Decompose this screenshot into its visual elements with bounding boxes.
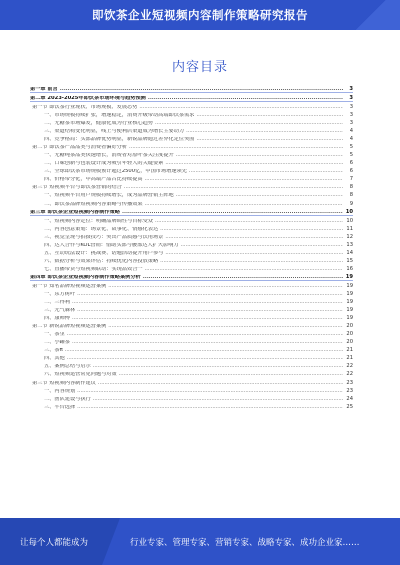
- toc-leader-dots: [67, 356, 343, 361]
- toc-leader-dots: [108, 284, 343, 289]
- toc-entry-title: 第二节 即饮茶产品品类与消费者偏好分析: [32, 145, 128, 151]
- toc-entry[interactable]: [30, 183, 353, 191]
- toc-entry-title: 四、其他: [44, 356, 65, 362]
- toc-entry[interactable]: [30, 150, 353, 158]
- toc-leader-dots: [165, 161, 343, 166]
- toc-entry[interactable]: [30, 337, 353, 345]
- toc-leader-dots: [108, 324, 343, 329]
- toc-entry[interactable]: [30, 321, 353, 329]
- toc-leader-dots: [176, 153, 343, 158]
- toc-entry-title: 四、康师傅: [44, 316, 70, 322]
- toc-entry[interactable]: [30, 84, 353, 93]
- toc-entry-title: 七、直播带货与短视频联动：实现品效合一: [44, 266, 143, 272]
- toc-entry-page: 21: [346, 355, 353, 362]
- toc-entry-page: 4: [349, 136, 353, 143]
- toc-entry-page: 3: [349, 94, 353, 101]
- toc-leader-dots: [72, 300, 343, 305]
- header-decoration: [350, 0, 400, 30]
- toc-entry-page: 8: [349, 192, 353, 199]
- toc-entry[interactable]: [30, 158, 353, 166]
- toc-leader-dots: [181, 243, 343, 248]
- toc-leader-dots: [93, 397, 343, 402]
- toc-leader-dots: [186, 129, 343, 134]
- toc-entry[interactable]: [30, 232, 353, 240]
- toc-entry[interactable]: [30, 370, 353, 378]
- report-header: [0, 0, 400, 30]
- toc-entry-page: 22: [346, 371, 353, 378]
- toc-entry[interactable]: [30, 297, 353, 305]
- toc-entry-title: 第一章 前言: [30, 86, 58, 92]
- toc-entry-page: 3: [349, 103, 353, 110]
- toc-entry-title: 二、口味创新与包装设计成为吸引年轻人的关键要素: [44, 161, 164, 167]
- toc-entry[interactable]: [30, 402, 353, 410]
- toc-entry-title: 三、渠道结构变化明显，线上与便利店渠道成为增长主要动力: [44, 129, 185, 135]
- toc-leader-dots: [122, 210, 343, 215]
- toc-leader-dots: [196, 113, 343, 118]
- toc-leader-dots: [145, 202, 343, 207]
- toc-leader-dots: [77, 405, 343, 410]
- toc-entry-title: 第三节 短视频平台与即饮茶营销的结合: [32, 185, 122, 191]
- toc-leader-dots: [176, 193, 343, 198]
- toc-entry-title: 第二章 2023-2025年即饮茶市场环境与趋势预测: [30, 95, 146, 101]
- toc-leader-dots: [77, 308, 343, 313]
- toc-entry-title: 四、达人合作与KOL营销：借助头部与腰部达人扩大影响力: [44, 242, 179, 248]
- toc-entry-page: 19: [346, 307, 353, 314]
- toc-entry-page: 4: [349, 128, 353, 135]
- toc-entry-page: 20: [346, 339, 353, 346]
- toc-leader-dots: [155, 219, 343, 224]
- toc-entry-page: 6: [349, 168, 353, 175]
- toc-entry[interactable]: [30, 199, 353, 207]
- toc-entry-title: 第三节 短视频内容制作建议: [32, 380, 96, 386]
- toc-leader-dots: [77, 292, 343, 297]
- toc-entry[interactable]: [30, 264, 353, 272]
- toc-entry[interactable]: [30, 191, 353, 199]
- toc-entry-title: 六、数据分析与效果评估：持续优化内容投放策略: [44, 258, 159, 264]
- toc-entry-title: 四、竞争格局：头部品牌优势明显，新锐品牌通过差异化定位突围: [44, 137, 195, 143]
- toc-entry[interactable]: [30, 175, 353, 183]
- toc-entry-title: 三、平台选择: [44, 404, 76, 410]
- toc-leader-dots: [60, 87, 343, 92]
- toc-entry-title: 二、内容创意策划：场景化、故事化、情感化表达: [44, 226, 159, 232]
- toc-entry-title: 四、价格带分化，中高端产品占比持续提高: [44, 177, 143, 183]
- toc-entry-page: 14: [346, 249, 353, 256]
- toc-entry-title: 第一节 即饮茶行业现状、市场规模、发展态势: [32, 104, 138, 110]
- toc-entry-title: 二、小罐茶: [44, 340, 70, 346]
- toc-entry-title: 一、茶里: [44, 332, 65, 338]
- toc-entry-title: 三、视觉呈现与拍摄技巧：突出产品质感与饮用场景: [44, 234, 164, 240]
- toc-entry[interactable]: [30, 93, 353, 102]
- toc-leader-dots: [72, 316, 343, 321]
- toc-entry-page: 19: [346, 315, 353, 322]
- toc-entry[interactable]: [30, 134, 353, 142]
- toc-entry[interactable]: [30, 224, 353, 232]
- toc-leader-dots: [145, 177, 343, 182]
- toc-entry-title: 三、全球即饮茶市场规模预计超过2500亿，中国市场增速领先: [44, 169, 187, 175]
- toc-entry[interactable]: [30, 126, 353, 134]
- toc-entry-page: 22: [346, 363, 353, 370]
- toc-leader-dots: [155, 121, 343, 126]
- toc-entry-page: 10: [346, 217, 353, 224]
- toc-entry[interactable]: [30, 118, 353, 126]
- toc-entry-title: 一、短视频平台用户规模持续增长，成为品牌营销主阵地: [44, 193, 174, 199]
- toc-entry-page: 24: [346, 395, 353, 402]
- toc-entry-page: 7: [349, 176, 353, 183]
- toc-leader-dots: [145, 267, 343, 272]
- toc-entry-page: 20: [346, 331, 353, 338]
- toc-entry-page: 15: [346, 257, 353, 264]
- toc-leader-dots: [67, 332, 343, 337]
- toc-entry-page: 19: [346, 291, 353, 298]
- toc-entry-page: 19: [345, 273, 353, 280]
- toc-entry-page: 25: [346, 403, 353, 410]
- toc-entry-page: 3: [349, 120, 353, 127]
- toc-entry-title: 三、元气森林: [44, 308, 76, 314]
- toc-entry[interactable]: [30, 142, 353, 150]
- toc-entry-title: 一、短视频内容定位：明确品牌调性与目标受众: [44, 218, 153, 224]
- table-of-contents: [30, 84, 353, 410]
- footer-tagline: 行业专家、管理专家、营销专家、战略专家、成功企业家……: [130, 538, 360, 548]
- toc-entry[interactable]: [30, 313, 353, 321]
- toc-leader-dots: [93, 364, 343, 369]
- toc-entry-page: 23: [346, 387, 353, 394]
- toc-leader-dots: [119, 372, 343, 377]
- toc-entry-page: 21: [346, 347, 353, 354]
- toc-entry[interactable]: [30, 378, 353, 386]
- toc-entry-page: 6: [349, 160, 353, 167]
- toc-entry-title: 第一节 知名品牌短视频运营案例: [32, 283, 107, 289]
- toc-entry[interactable]: [30, 102, 353, 110]
- toc-entry[interactable]: [30, 386, 353, 394]
- toc-entry-page: 16: [346, 265, 353, 272]
- toc-entry-page: 10: [345, 208, 353, 215]
- toc-heading: 内容目录: [171, 60, 228, 75]
- toc-entry-title: 第三章 即饮茶企业短视频内容制作策略: [30, 209, 120, 215]
- toc-entry-title: 一、东方树叶: [44, 292, 76, 298]
- toc-entry[interactable]: [30, 240, 353, 248]
- toc-leader-dots: [65, 348, 343, 353]
- toc-entry-page: 5: [349, 144, 353, 151]
- toc-entry[interactable]: [30, 362, 353, 370]
- toc-entry-title: 第四章 即饮茶企业短视频内容制作策略案例分析: [30, 274, 141, 280]
- toc-entry[interactable]: [30, 256, 353, 264]
- toc-entry-title: 二、无糖茶市场爆发，健康化成为行业核心趋势: [44, 121, 153, 127]
- toc-entry-page: 13: [346, 241, 353, 248]
- toc-leader-dots: [160, 259, 343, 264]
- toc-entry[interactable]: [30, 394, 353, 402]
- toc-entry-page: 9: [349, 200, 353, 207]
- toc-leader-dots: [143, 275, 343, 280]
- toc-entry[interactable]: [30, 305, 353, 313]
- toc-entry[interactable]: [30, 248, 353, 256]
- toc-entry-page: 3: [349, 111, 353, 118]
- toc-entry-title: 一、内容规划: [44, 388, 76, 394]
- toc-entry-title: 六、短视频运营常见问题与对策: [44, 372, 117, 378]
- toc-entry-title: 第二节 新锐品牌短视频运营案例: [32, 324, 107, 330]
- toc-leader-dots: [72, 340, 343, 345]
- toc-entry-title: 二、三得利: [44, 300, 70, 306]
- toc-entry-title: 五、案例总结与启示: [44, 364, 91, 370]
- toc-leader-dots: [160, 227, 343, 232]
- toc-entry[interactable]: [30, 346, 353, 354]
- toc-entry-page: 8: [349, 184, 353, 191]
- toc-entry-page: 19: [346, 282, 353, 289]
- toc-leader-dots: [129, 145, 343, 150]
- toc-entry[interactable]: [30, 207, 353, 216]
- toc-entry-page: 11: [346, 225, 353, 232]
- toc-entry-page: 20: [346, 323, 353, 330]
- toc-leader-dots: [139, 105, 343, 110]
- toc-entry[interactable]: [30, 166, 353, 174]
- toc-entry[interactable]: [30, 216, 353, 224]
- toc-entry-title: 二、即饮茶品牌短视频内容策略与传播效果: [44, 201, 143, 207]
- toc-entry-page: 19: [346, 299, 353, 306]
- toc-entry[interactable]: [30, 272, 353, 281]
- toc-entry-page: 12: [346, 233, 353, 240]
- footer-slogan: 让每个人都能成为: [20, 538, 89, 548]
- toc-leader-dots: [196, 137, 343, 142]
- toc-entry-title: 三、茶π: [44, 348, 63, 354]
- toc-entry-title: 五、互动玩法设计：挑战赛、话题活动提升用户参与: [44, 250, 164, 256]
- toc-leader-dots: [189, 169, 343, 174]
- toc-entry-title: 一、无糖纯茶品类快速增长，消费者对原叶茶关注度提升: [44, 153, 174, 159]
- toc-entry-page: 23: [346, 379, 353, 386]
- toc-entry[interactable]: [30, 289, 353, 297]
- toc-leader-dots: [124, 185, 343, 190]
- toc-leader-dots: [165, 235, 343, 240]
- toc-entry-page: 3: [349, 85, 353, 92]
- toc-entry[interactable]: [30, 281, 353, 289]
- toc-entry-title: 二、团队建设与执行: [44, 396, 91, 402]
- toc-entry[interactable]: [30, 110, 353, 118]
- toc-entry-page: 5: [349, 152, 353, 159]
- toc-entry[interactable]: [30, 329, 353, 337]
- toc-leader-dots: [77, 389, 343, 394]
- toc-leader-dots: [165, 251, 343, 256]
- toc-leader-dots: [148, 96, 343, 101]
- toc-entry-title: 一、市场规模持续扩张，增速稳定，消费升级带动高端即饮茶需求: [44, 112, 195, 118]
- toc-entry[interactable]: [30, 354, 353, 362]
- footer-banner: [0, 518, 400, 565]
- report-title: 即饮茶企业短视频内容制作策略研究报告: [92, 8, 308, 22]
- toc-leader-dots: [98, 381, 343, 386]
